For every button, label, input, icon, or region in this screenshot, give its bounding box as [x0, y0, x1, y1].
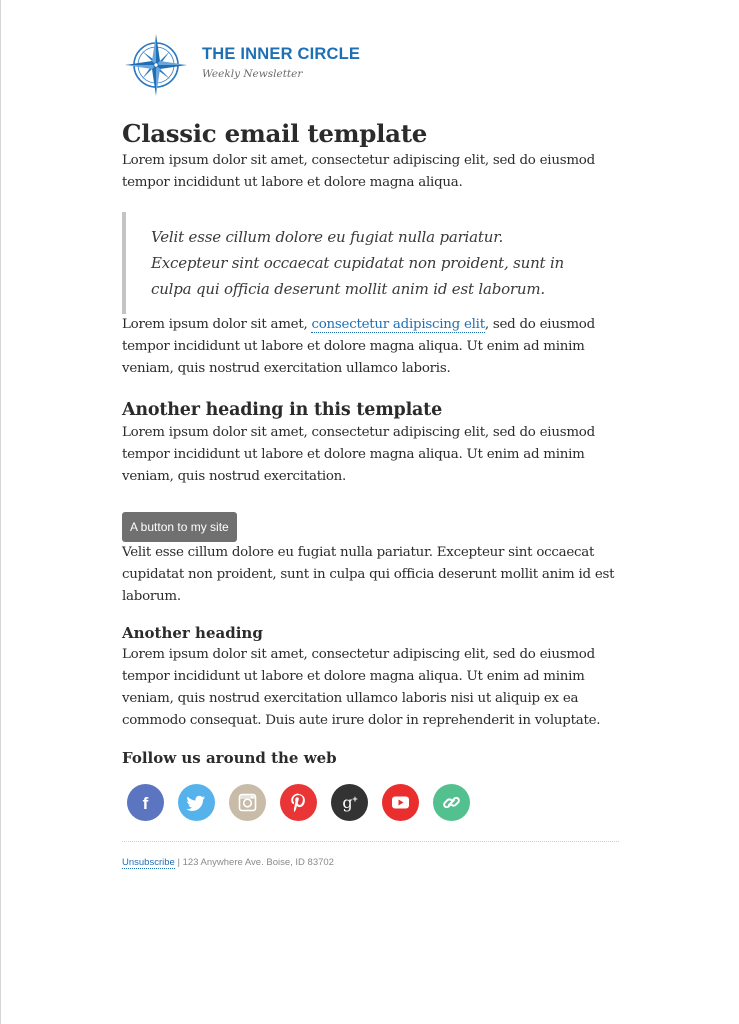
footer-address: 123 Anywhere Ave. Boise, ID 83702 — [182, 857, 334, 868]
blockquote: Velit esse cillum dolore eu fugiat nulla pariatur. Excepteur sint occaecat cupidatat non proident, sunt in culpa qui officia deserunt mollit anim id est laborum. — [122, 212, 581, 314]
intro-paragraph: Lorem ipsum dolor sit amet, consectetur adipiscing elit, sed do eiusmod tempor incididunt ut labore et dolore magna aliqua. — [122, 153, 595, 190]
brand-name: THE INNER CIRCLE — [202, 45, 361, 63]
google-plus-icon[interactable] — [331, 784, 368, 821]
page-title: Classic email template — [122, 119, 427, 148]
footer-divider — [122, 841, 619, 842]
subheading-paragraph: Lorem ipsum dolor sit amet, consectetur adipiscing elit, sed do eiusmod tempor incididunt ut labore et dolore magna aliqua. Ut enim ad minim veniam, quis nostrud exercitation ullamco laboris nisi ut aliquip ex ea commodo consequat. Duis aute irure dolor in reprehenderit in voluptate. — [122, 647, 601, 728]
footer — [122, 856, 619, 870]
subheading: Another heading — [122, 624, 263, 642]
paragraph-with-link — [122, 314, 619, 380]
header — [122, 28, 619, 102]
paragraph-text-before-link: Lorem ipsum dolor sit amet, — [122, 317, 312, 332]
social-icons — [127, 784, 619, 821]
twitter-icon[interactable] — [178, 784, 215, 821]
inline-link[interactable]: consectetur adipiscing elit — [311, 317, 485, 332]
page-edge — [0, 0, 1, 1024]
pinterest-icon[interactable] — [280, 784, 317, 821]
youtube-icon[interactable] — [382, 784, 419, 821]
unsubscribe-link[interactable]: Unsubscribe — [122, 857, 175, 868]
paragraph-after-button: Velit esse cillum dolore eu fugiat nulla pariatur. Excepteur sint occaecat cupidatat non proident, sunt in culpa qui officia deserunt mollit anim id est laborum. — [122, 545, 615, 604]
section-paragraph: Lorem ipsum dolor sit amet, consectetur adipiscing elit, sed do eiusmod tempor incididunt ut labore et dolore magna aliqua. Ut enim ad minim veniam, quis nostrud exercitation. — [122, 425, 595, 484]
footer-separator: | — [174, 857, 183, 868]
brand — [202, 44, 360, 82]
email-container — [122, 28, 619, 870]
svg-text:+: + — [352, 794, 358, 804]
paragraph-text-after-link: , sed do eiusmod tempor incididunt ut labore et dolore magna aliqua. Ut enim ad minim veniam, quis nostrud exercitation ullamco laboris. — [122, 317, 595, 376]
facebook-icon[interactable] — [127, 784, 164, 821]
instagram-icon[interactable] — [229, 784, 266, 821]
compass-rose-logo — [123, 32, 189, 98]
follow-heading: Follow us around the web — [122, 749, 337, 767]
svg-text:g: g — [342, 793, 353, 812]
brand-tagline: Weekly Newsletter — [202, 68, 303, 80]
section-heading: Another heading in this template — [122, 400, 442, 420]
svg-text:f: f — [142, 794, 149, 813]
link-icon[interactable] — [433, 784, 470, 821]
site-button[interactable]: A button to my site — [122, 512, 237, 542]
